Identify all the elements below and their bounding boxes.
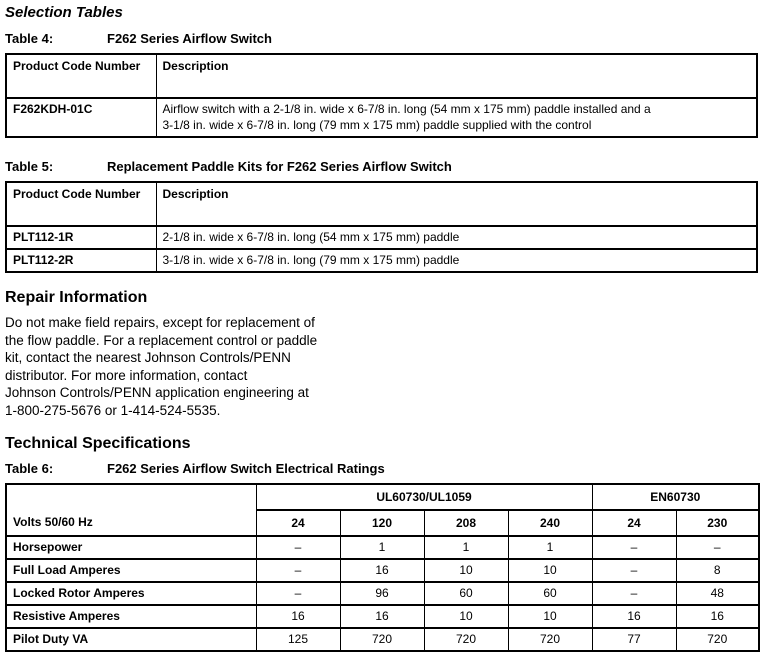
table4-header-row bbox=[6, 54, 757, 98]
rating-value-cell: 1 bbox=[424, 536, 508, 559]
description-cell bbox=[156, 98, 757, 137]
rating-row-label: Pilot Duty VA bbox=[6, 628, 256, 651]
rating-value-cell: 60 bbox=[508, 582, 592, 605]
technical-specifications-heading: Technical Specifications bbox=[5, 435, 191, 452]
rating-value-cell: 16 bbox=[676, 605, 759, 628]
description-line: Airflow switch with a 2-1/8 in. wide x 6-7/8 in. long (54 mm x 175 mm) paddle installed and a bbox=[162, 102, 651, 116]
rating-value-cell: 16 bbox=[340, 605, 424, 628]
table4-header-description: Description bbox=[156, 54, 757, 98]
voltage-column-header: 230 bbox=[676, 510, 759, 536]
description-line: 3-1/8 in. wide x 6-7/8 in. long (79 mm x 175 mm) paddle supplied with the control bbox=[162, 118, 592, 132]
rating-row-label: Full Load Amperes bbox=[6, 559, 256, 582]
repair-information-heading: Repair Information bbox=[5, 289, 148, 306]
rating-value-cell: 720 bbox=[340, 628, 424, 651]
table-row bbox=[6, 628, 759, 651]
product-code-cell: PLT112-1R bbox=[6, 226, 156, 249]
table-row bbox=[6, 605, 759, 628]
voltage-column-header: 208 bbox=[424, 510, 508, 536]
table4-caption bbox=[5, 31, 758, 46]
table-row bbox=[6, 249, 757, 272]
table6-caption bbox=[5, 461, 758, 476]
volts-header-cell: Volts 50/60 Hz bbox=[6, 484, 256, 536]
rating-value-cell: 10 bbox=[424, 605, 508, 628]
paragraph-line: the flow paddle. For a replacement control or paddle bbox=[5, 332, 318, 348]
table5-caption-title: Replacement Paddle Kits for F262 Series Airflow Switch bbox=[107, 159, 452, 174]
table6-caption-label: Table 6: bbox=[5, 461, 54, 476]
table4-header-product-code: Product Code Number bbox=[6, 54, 156, 98]
table-row bbox=[6, 582, 759, 605]
rating-value-cell: 96 bbox=[340, 582, 424, 605]
rating-row-label: Horsepower bbox=[6, 536, 256, 559]
rating-value-cell: 8 bbox=[676, 559, 759, 582]
rating-value-cell: 720 bbox=[424, 628, 508, 651]
paragraph-line: distributor. For more information, contact bbox=[5, 367, 248, 383]
table5-caption-label: Table 5: bbox=[5, 159, 54, 174]
rating-value-cell: 10 bbox=[508, 605, 592, 628]
rating-value-cell: 16 bbox=[592, 605, 676, 628]
rating-value-cell: – bbox=[676, 536, 759, 559]
table-row bbox=[6, 98, 757, 137]
rating-value-cell: 10 bbox=[424, 559, 508, 582]
rating-value-cell: 1 bbox=[340, 536, 424, 559]
table6-group-header-row bbox=[6, 484, 759, 510]
rating-value-cell: 125 bbox=[256, 628, 340, 651]
table-row bbox=[6, 536, 759, 559]
rating-row-label: Resistive Amperes bbox=[6, 605, 256, 628]
rating-value-cell: – bbox=[256, 582, 340, 605]
rating-value-cell: 1 bbox=[508, 536, 592, 559]
table4-airflow-switch bbox=[5, 53, 758, 138]
voltage-column-header: 120 bbox=[340, 510, 424, 536]
rating-value-cell: – bbox=[592, 536, 676, 559]
rating-value-cell: 16 bbox=[340, 559, 424, 582]
rating-value-cell: 10 bbox=[508, 559, 592, 582]
rating-value-cell: 60 bbox=[424, 582, 508, 605]
paragraph-line: Johnson Controls/PENN application engineering at bbox=[5, 385, 309, 400]
rating-value-cell: 16 bbox=[256, 605, 340, 628]
datasheet-page bbox=[5, 4, 758, 652]
table5-replacement-paddle-kits bbox=[5, 181, 758, 273]
table-row bbox=[6, 559, 759, 582]
voltage-column-header: 24 bbox=[256, 510, 340, 536]
table5-header-description: Description bbox=[156, 182, 757, 226]
table6-caption-title: F262 Series Airflow Switch Electrical Ratings bbox=[107, 461, 385, 476]
rating-value-cell: – bbox=[592, 582, 676, 605]
table-row bbox=[6, 226, 757, 249]
table6-electrical-ratings bbox=[5, 483, 760, 652]
description-cell: 3-1/8 in. wide x 6-7/8 in. long (79 mm x 175 mm) paddle bbox=[156, 249, 757, 272]
rating-value-cell: 720 bbox=[508, 628, 592, 651]
rating-value-cell: 77 bbox=[592, 628, 676, 651]
rating-row-label: Locked Rotor Amperes bbox=[6, 582, 256, 605]
product-code-cell: PLT112-2R bbox=[6, 249, 156, 272]
table4-caption-title: F262 Series Airflow Switch bbox=[107, 31, 272, 46]
paragraph-line: Do not make field repairs, except for replacement of bbox=[5, 315, 315, 330]
paragraph-line: kit, contact the nearest Johnson Controls/PENN bbox=[5, 350, 291, 365]
rating-value-cell: 48 bbox=[676, 582, 759, 605]
product-code-cell: F262KDH-01C bbox=[6, 98, 156, 137]
rating-value-cell: – bbox=[256, 559, 340, 582]
table4-caption-label: Table 4: bbox=[5, 31, 54, 46]
selection-tables-heading: Selection Tables bbox=[5, 4, 123, 21]
table5-header-row bbox=[6, 182, 757, 226]
ul-group-header: UL60730/UL1059 bbox=[256, 484, 592, 510]
voltage-column-header: 24 bbox=[592, 510, 676, 536]
repair-information-paragraph bbox=[5, 314, 758, 419]
table5-caption bbox=[5, 159, 758, 174]
rating-value-cell: – bbox=[592, 559, 676, 582]
voltage-column-header: 240 bbox=[508, 510, 592, 536]
en-group-header: EN60730 bbox=[592, 484, 759, 510]
paragraph-line: 1-800-275-5676 or 1-414-524-5535. bbox=[5, 402, 221, 418]
rating-value-cell: 720 bbox=[676, 628, 759, 651]
rating-value-cell: – bbox=[256, 536, 340, 559]
description-cell: 2-1/8 in. wide x 6-7/8 in. long (54 mm x 175 mm) paddle bbox=[156, 226, 757, 249]
table5-header-product-code: Product Code Number bbox=[6, 182, 156, 226]
